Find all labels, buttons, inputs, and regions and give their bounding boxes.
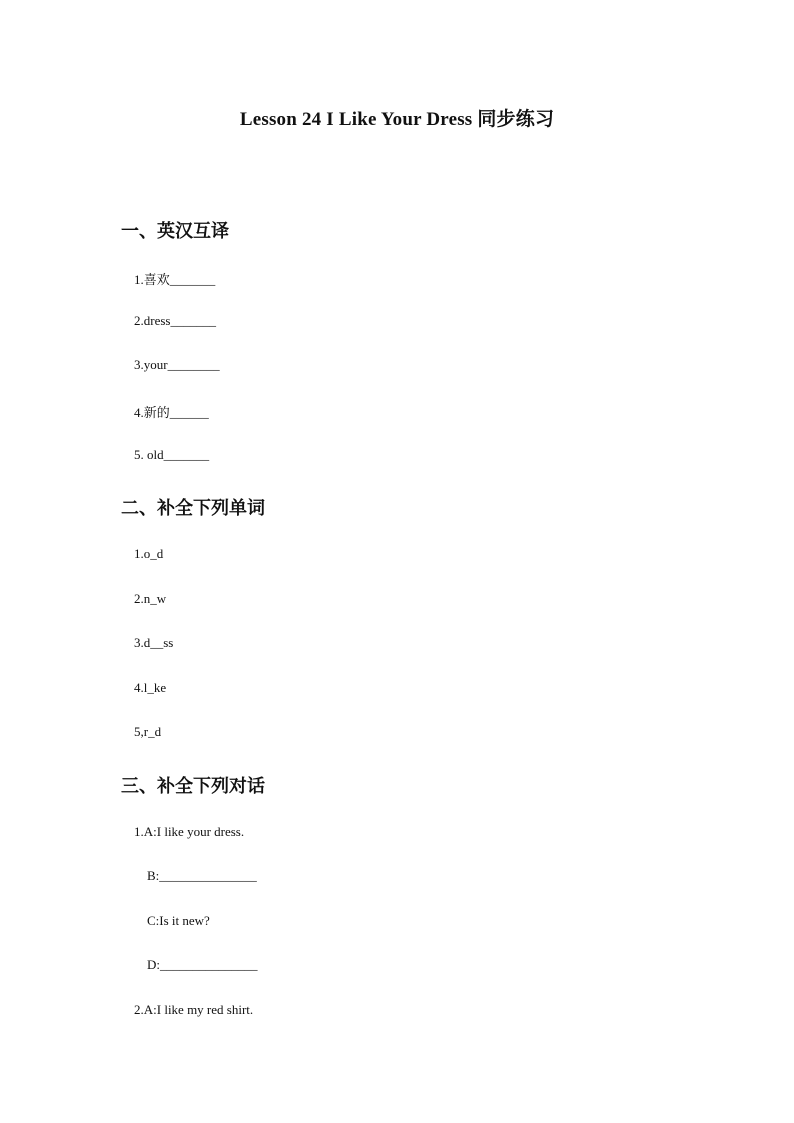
section-heading-3: 三、补全下列对话 [121, 776, 265, 796]
dialogue-line: C:Is it new? [147, 913, 210, 928]
exercise-item: 5. old_______ [134, 447, 210, 462]
exercise-item: 1.喜欢_______ [134, 272, 216, 287]
section-heading-1: 一、英汉互译 [121, 221, 229, 241]
section-heading-2: 二、补全下列单词 [121, 498, 265, 518]
exercise-item: 4.l_ke [134, 680, 167, 695]
dialogue-line: 2.A:I like my red shirt. [134, 1002, 254, 1017]
exercise-item: 5,r_d [134, 724, 162, 739]
worksheet-title: Lesson 24 I Like Your Dress 同步练习 [239, 109, 555, 130]
dialogue-line: D:_______________ [147, 957, 258, 972]
exercise-item: 3.d__ss [134, 635, 174, 650]
dialogue-line: B:_______________ [147, 868, 257, 883]
exercise-item: 2.n_w [134, 591, 167, 606]
exercise-item: 4.新的______ [134, 405, 209, 420]
exercise-item: 2.dress_______ [134, 313, 216, 328]
dialogue-line: 1.A:I like your dress. [134, 824, 245, 839]
exercise-item: 1.o_d [134, 546, 164, 561]
exercise-item: 3.your________ [134, 357, 220, 372]
